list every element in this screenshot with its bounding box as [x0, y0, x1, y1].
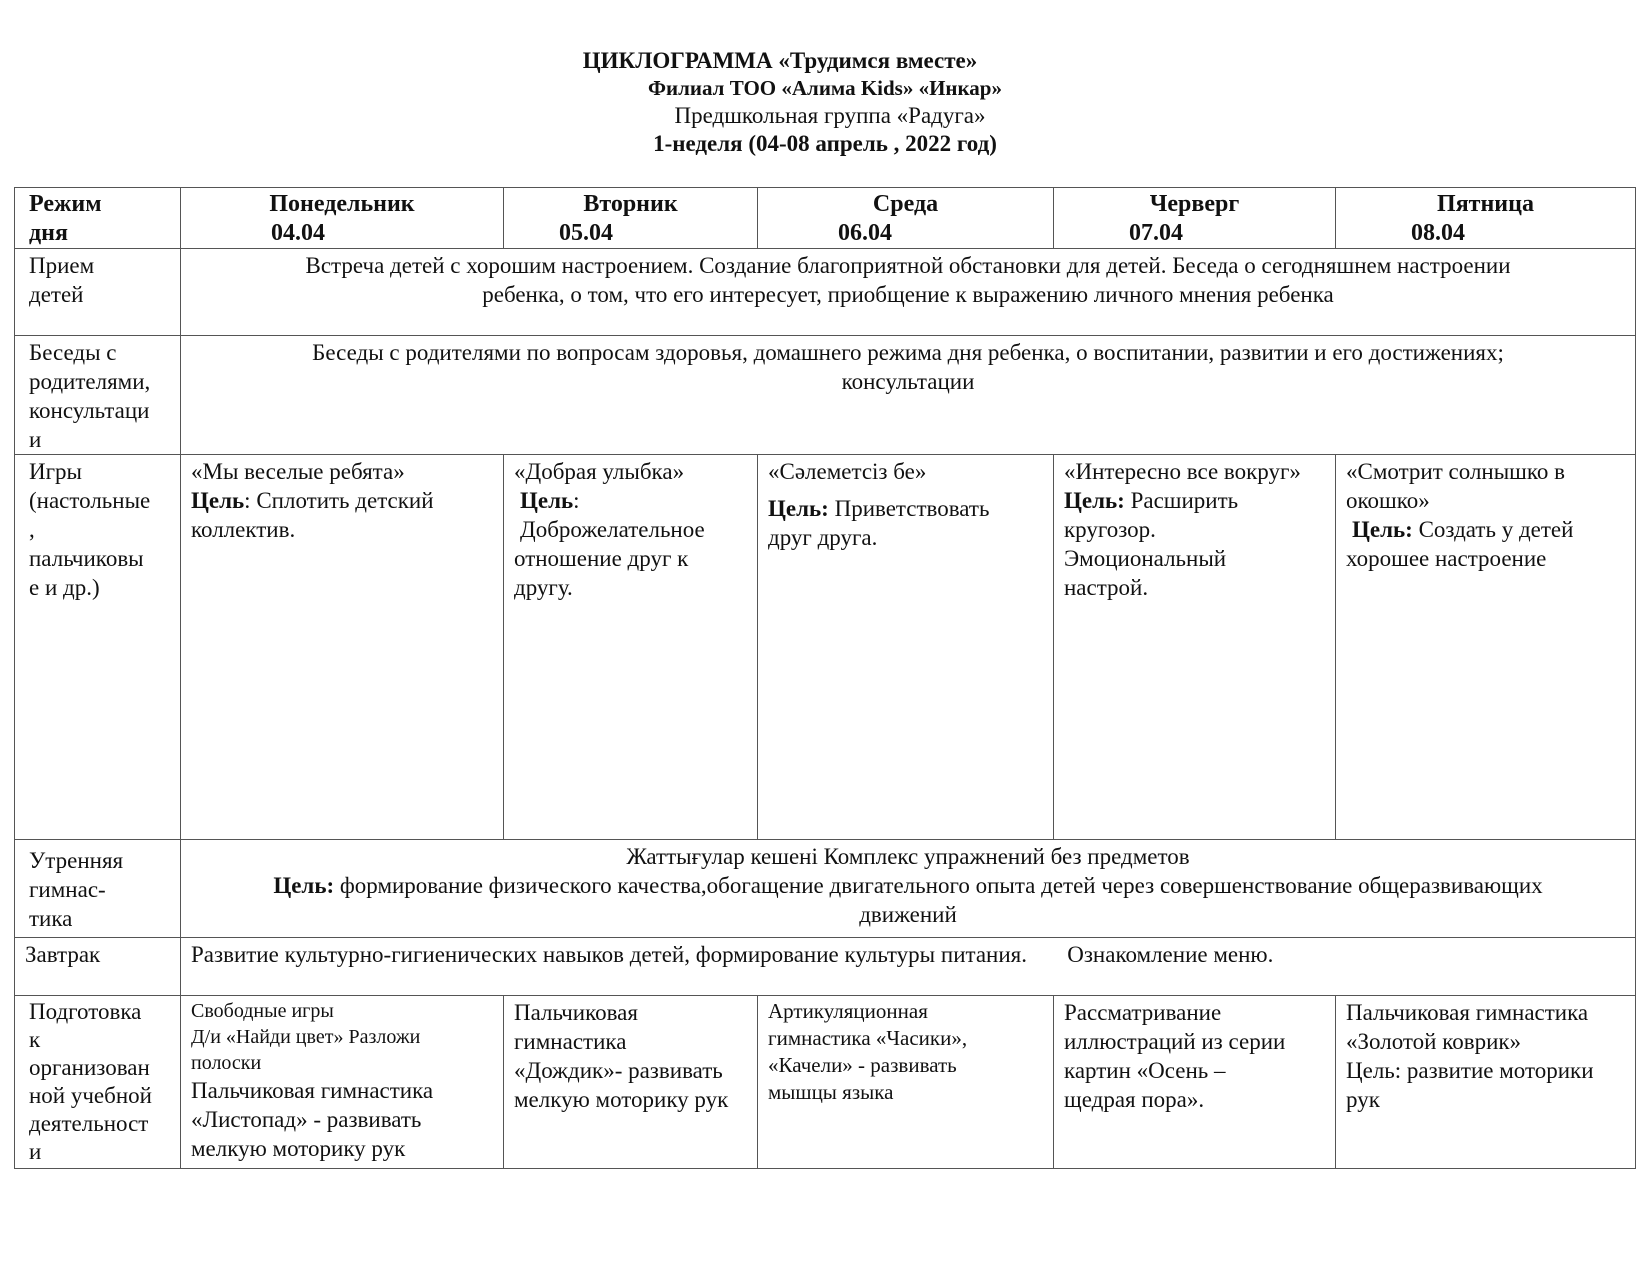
game-cell: «Сәлеметсіз бе» Цель: Приветствовать друг друга.: [758, 455, 1054, 840]
row-label: Прием детей: [15, 249, 181, 336]
header-cell-day: Среда 06.04: [758, 188, 1054, 249]
game-cell: «Интересно все вокруг» Цель: Расширить кругозор. Эмоциональный настрой.: [1054, 455, 1336, 840]
activity-cell: Артикуляционная гимнастика «Часики», «Качели» - развивать мышцы языка: [758, 996, 1054, 1169]
row-preparation: [15, 996, 1636, 1169]
activity-cell: Пальчиковая гимнастика «Дождик»- развивать мелкую моторику рук: [504, 996, 758, 1169]
table-header-row: [15, 188, 1636, 249]
row-label: Игры (настольные , пальчиковы е и др.): [15, 455, 181, 840]
row-priem: [15, 249, 1636, 336]
schedule-table: [14, 187, 1636, 1169]
header-cell-day: Черверг 07.04: [1054, 188, 1336, 249]
row-breakfast: [15, 938, 1636, 996]
game-cell: «Мы веселые ребята» Цель: Сплотить детский коллектив.: [181, 455, 504, 840]
header-cell-regime: Режим дня: [15, 188, 181, 249]
activity-cell: Рассматривание иллюстраций из серии картин «Осень – щедрая пора».: [1054, 996, 1336, 1169]
row-label: Подготовка к организован ной учебной деятельност и: [15, 996, 181, 1169]
document-title: ЦИКЛОГРАММА «Трудимся вместе»: [582, 48, 978, 73]
row-content: Развитие культурно-гигиенических навыков детей, формирование культуры питания. Ознакомление меню.: [181, 938, 1636, 996]
row-gymnastics: [15, 840, 1636, 938]
row-content: Жаттығулар кешені Комплекс упражнений без предметов Цель: формирование физического качества,обогащение двигательного опыта детей через совершенствование общеразвивающих движений: [181, 840, 1636, 938]
row-label: Завтрак: [15, 938, 181, 996]
header-cell-day: Пятница 08.04: [1336, 188, 1636, 249]
row-label: Утренняя гимнас- тика: [15, 840, 181, 938]
activity-cell: Пальчиковая гимнастика «Золотой коврик» Цель: развитие моторики рук: [1336, 996, 1636, 1169]
header-cell-day: Понедельник 04.04: [181, 188, 504, 249]
game-cell: «Смотрит солнышко в окошко» Цель: Создать у детей хорошее настроение: [1336, 455, 1636, 840]
row-content: Встреча детей с хорошим настроением. Создание благоприятной обстановки для детей. Беседа о сегодняшнем настроении ребенка, о том, что его интересует, приобщение к выражению личного мнения ребенка: [181, 249, 1636, 336]
document-subtitle-group: Предшкольная группа «Радуга»: [674, 103, 986, 128]
row-besedy: [15, 336, 1636, 455]
header-cell-day: Вторник 05.04: [504, 188, 758, 249]
row-igry: [15, 455, 1636, 840]
game-cell: «Добрая улыбка» Цель: Доброжелательное отношение друг к другу.: [504, 455, 758, 840]
activity-cell: Свободные игры Д/и «Найди цвет» Разложи полоски Пальчиковая гимнастика «Листопад» - развивать мелкую моторику рук: [181, 996, 504, 1169]
document-subtitle-week: 1-неделя (04-08 апрель , 2022 год): [653, 131, 997, 156]
row-label: Беседы с родителями, консультаци и: [15, 336, 181, 455]
document-subtitle-branch: Филиал ТОО «Алима Kids» «Инкар»: [647, 76, 1002, 100]
row-content: Беседы с родителями по вопросам здоровья, домашнего режима дня ребенка, о воспитании, развитии и его достижениях; консультации: [181, 336, 1636, 455]
